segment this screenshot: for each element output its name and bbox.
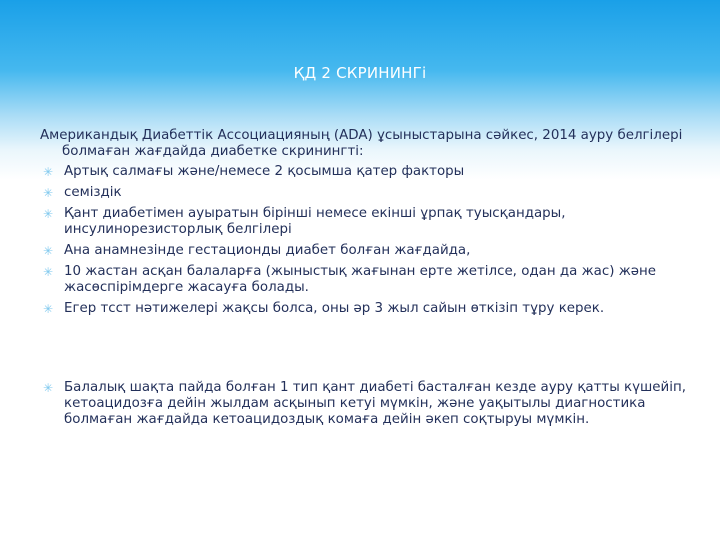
slide-title: ҚД 2 СКРИНИНГі: [293, 64, 427, 82]
asterisk-bullet-icon: ✳: [42, 186, 54, 200]
slide-body: [40, 128, 700, 433]
asterisk-bullet-icon: ✳: [42, 207, 54, 221]
bullet-item: ✳ Артық салмағы және/немесе 2 қосымша қатер факторы: [40, 164, 700, 180]
bullet-item: ✳ семіздік: [40, 185, 700, 201]
bullet-item: ✳ Балалық шақта пайда болған 1 тип қант диабеті басталған кезде ауру қатты күшейіп, кетоацидозға дейін жылдам асқынып кетуі мүмкін, және уақытылы диагностика болмаған жағдайда кетоацидоздық комаға дейін әкеп соқтыруы мүмкін.: [40, 380, 700, 428]
asterisk-bullet-icon: ✳: [42, 302, 54, 316]
bullet-item: ✳ 10 жастан асқан балаларға (жыныстық жағынан ерте жетілсе, одан да жас) және жасөспірімдерге жасауға болады.: [40, 264, 700, 296]
asterisk-bullet-icon: ✳: [42, 265, 54, 279]
bullet-list: [40, 164, 700, 317]
asterisk-bullet-icon: ✳: [42, 165, 54, 179]
asterisk-bullet-icon: ✳: [42, 244, 54, 258]
bullet-item: ✳ Қант диабетімен ауыратын бірінші немесе екінші ұрпақ туысқандары, инсулинорезисторлық белгілері: [40, 206, 700, 238]
asterisk-bullet-icon: ✳: [42, 381, 54, 395]
bullet-item: ✳ Ана анамнезінде гестационды диабет болған жағдайда,: [40, 243, 700, 259]
bullet-item: ✳ Егер тсст нәтижелері жақсы болса, оны әр 3 жыл сайын өткізіп тұру керек.: [40, 301, 700, 317]
spacer: [40, 322, 700, 380]
intro-text: Американдық Диабеттік Ассоциацияның (ADA) ұсыныстарына сәйкес, 2014 ауру белгілері болмаған жағдайда диабетке скринингті:: [40, 128, 683, 159]
bullet-list-2: [40, 380, 700, 428]
